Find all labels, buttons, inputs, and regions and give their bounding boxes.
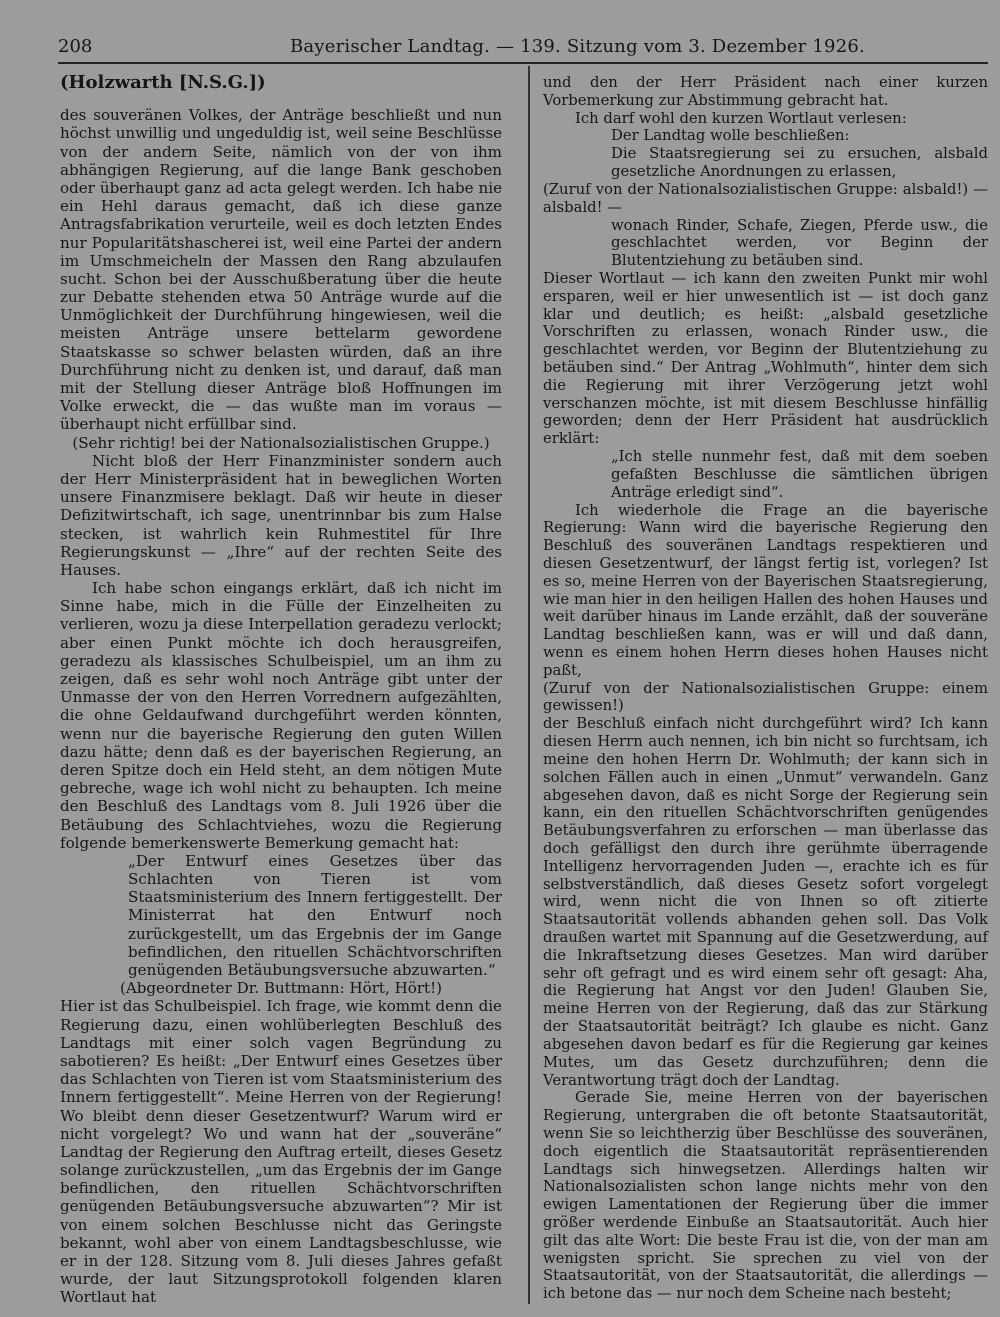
interjection: (Abgeordneter Dr. Buttmann: Hört, Hört!) — [119, 979, 443, 998]
left-column — [60, 74, 502, 1307]
paragraph: der Beschluß einfach nicht durchgeführt wird? Ich kann diesen Herrn auch nennen, ich bin nicht so furchtsam, ich meine den hohen Herrn Dr. Wohlmuth; der kann sich in solchen Fällen auch in einen „Unmut“ verwandeln. Ganz abgesehen davon, daß es nicht Sorge der Regierung sein kann, ein den rituellen Schächtvorschriften genügendes Betäubungsverfahren zu erforschen — man überlasse das doch gefälligst den durch ihre gerühmte überragende Intelligenz hervorragenden Juden —, erachte ich es für selbstverständlich, daß dieses Gesetz sofort vorgelegt wird, wenn nicht die von Ihnen so oft zitierte Staatsautorität vollends abhanden gehen soll. Das Volk draußen wartet mit Spannung auf die Gesetzwerdung, auf die Inkraftsetzung dieses Gesetzes. Man wird darüber sehr oft gefragt und es wird einem sehr oft gesagt: Aha, die Regierung hat Angst vor den Juden! Glauben Sie, meine Herren von der Regierung, daß das zur Stärkung der Staatsautorität beiträgt? Ich glaube es nicht. Ganz abgesehen davon bedarf es für die Regierung gar keines Mutes, um das Gesetz durchzuführen; denn die Verantwortung trägt doch der Landtag. — [543, 715, 988, 1089]
interjection: (Zuruf von der Nationalsozialistischen Gruppe: einem gewissen!) — [543, 679, 988, 715]
paragraph: Ich darf wohl den kurzen Wortlaut verlesen: — [575, 109, 907, 127]
block-quote: „Der Entwurf eines Gesetzes über das Schlachten von Tieren ist vom Staatsministerium des Innern fertiggestellt. Der Ministerrat hat den Entwurf noch zurückgestellt, um das Ergebnis der im Gange befindlichen, den rituellen Schächtvorschriften genügenden Betäubungsversuche abzuwarten.“ — [128, 851, 502, 979]
paragraph: Nicht bloß der Herr Finanzminister sondern auch der Herr Ministerpräsident hat in beweglichen Worten unsere Finanzmisere beklagt. Daß wir heute in dieser Defizitwirtschaft, ich sage, unentrinnbar bis zum Halse stecken, ist wahrlich kein Ruhmestitel für Ihre Regierungskunst — „Ihre“ auf der rechten Seite des Hauses. — [60, 451, 502, 579]
paragraph: des souveränen Volkes, der Anträge beschließt und nun höchst unwillig und ungeduldig ist, weil seine Beschlüsse von der andern Seite, nämlich von der von ihm abhängigen Regierung, auf die lange Bank geschoben oder überhaupt ganz ad acta gelegt werden. Ich habe nie ein Hehl daraus gemacht, daß ich diese ganze Antragsfabrikation verurteile, weil es doch letzten Endes nur Popularitätshascherei ist, weil eine Partei der andern im Umschmeicheln der Massen den Rang abzulaufen sucht. Schon bei der Ausschußberatung über die heute zur Debatte stehenden etwa 50 Anträge wurde auf die Unmöglichkeit der Durchführung hingewiesen, weil die meisten Anträge unsere bettelarm gewordene Staatskasse so schwer belasten würden, daß an ihre Durchführung nicht zu denken ist, und darauf, daß man mit der Stellung dieser Anträge bloß Hoffnungen im Volke erweckt, die — das wußte man im voraus — überhaupt nicht erfüllbar sind. — [60, 106, 502, 434]
speaker-name: (Holzwarth [N.S.G.]) — [60, 72, 266, 93]
right-column — [543, 74, 988, 1303]
interjection: (Sehr richtig! bei der Nationalsozialistischen Gruppe.) — [72, 433, 490, 452]
page-number: 208 — [58, 36, 93, 57]
paragraph: Ich wiederhole die Frage an die bayerische Regierung: Wann wird die bayerische Regierung den Beschluß des souveränen Landtags respektieren und diesen Gesetzentwurf, der längst fertig ist, vorlegen? Ist es so, meine Herren von der Bayerischen Staatsregierung, wie man hier in den heiligen Hallen des hohen Hauses und weit darüber hinaus im Lande erzählt, daß der souveräne Landtag beschließen kann, was er will und daß dann, wenn es einem hohen Herrn dieses hohen Hauses nicht paßt, — [543, 501, 988, 679]
motion-text: wonach Rinder, Schafe, Ziegen, Pferde usw., die geschlachtet werden, vor Beginn der Blutentziehung zu betäuben sind. — [611, 216, 988, 270]
paragraph: Dieser Wortlaut — ich kann den zweiten Punkt mir wohl ersparen, weil er hier unwesentlich ist — ist doch ganz klar und deutlich; es heißt: „alsbald gesetzliche Vorschriften zu erlassen, wonach Rinder usw., die geschlachtet werden, vor Beginn der Blutentziehung zu betäuben sind.“ Der Antrag „Wohlmuth“, hinter dem sich die Regierung mit ihrer Verzögerung jetzt wohl verschanzen möchte, ist mit diesem Beschlusse hinfällig geworden; denn der Herr Präsident hat ausdrücklich erklärt: — [543, 269, 988, 448]
motion-text: Die Staatsregierung sei zu ersuchen, alsbald gesetzliche Anordnungen zu erlassen, — [611, 145, 988, 181]
header-rule — [58, 62, 988, 64]
interjection: (Zuruf von der Nationalsozialistischen Gruppe: alsbald!) — alsbald! — — [543, 180, 988, 216]
block-quote: „Ich stelle nunmehr fest, daß mit dem soeben gefaßten Beschlusse die sämtlichen übrigen Anträge erledigt sind“. — [611, 448, 988, 501]
motion-heading: Der Landtag wolle beschließen: — [611, 127, 850, 145]
page-header — [58, 34, 988, 60]
paragraph: und den der Herr Präsident nach einer kurzen Vorbemerkung zur Abstimmung gebracht hat. — [543, 74, 988, 109]
running-title: Bayerischer Landtag. — 139. Sitzung vom 3. Dezember 1926. — [290, 36, 865, 57]
paragraph: Ich habe schon eingangs erklärt, daß ich nicht im Sinne habe, mich in die Fülle der Einzelheiten zu verlieren, wozu ja diese Interpellation geradezu verlockt; aber einen Punkt möchte ich doch herausgreifen, geradezu als klassisches Schulbeispiel, um an ihm zu zeigen, daß es sehr wohl noch Anträge gibt unter der Unmasse der von den Herren Vorrednern aufgezählten, die ohne Geldaufwand durchgeführt werden könnten, wenn nur die bayerische Regierung den guten Willen dazu hätte; denn daß es der bayerischen Regierung, an deren Spitze doch ein Held steht, an dem nötigen Mute gebreche, wage ich wohl nicht zu behaupten. Ich meine den Beschluß des Landtags vom 8. Juli 1926 über die Betäubung des Schlachtviehes, wozu die Regierung folgende bemerkenswerte Bemerkung gemacht hat: — [60, 579, 502, 852]
paragraph: Hier ist das Schulbeispiel. Ich frage, wie kommt denn die Regierung dazu, einen wohlüberlegten Beschluß des Landtags mit einer solch vagen Begründung zu sabotieren? Es heißt: „Der Entwurf eines Gesetzes über das Schlachten von Tieren ist vom Staatsministerium des Innern fertiggestellt“. Meine Herren von der Regierung! Wo bleibt denn dieser Gesetzentwurf? Warum wird er nicht vorgelegt? Wo und wann hat der „souveräne“ Landtag der Regierung den Auftrag erteilt, dieses Gesetz solange zurückzustellen, „um das Ergebnis der im Gange befindlichen, den rituellen Schächtvorschriften genügenden Betäubungsversuche abzuwarten“? Mir ist von einem solchen Beschlusse nicht das Geringste bekannt, wohl aber von einem Landtagsbeschlusse, wie er in der 128. Sitzung vom 8. Juli dieses Jahres gefaßt wurde, der laut Sitzungsprotokoll folgenden klaren Wortlaut hat — [60, 997, 502, 1307]
column-divider — [528, 66, 530, 1304]
paragraph: Gerade Sie, meine Herren von der bayerischen Regierung, untergraben die oft betonte Staatsautorität, wenn Sie so leichtherzig über Beschlüsse des souveränen, doch eigentlich die Staatsautorität repräsentierenden Landtags sich hinwegsetzen. Allerdings halten wir Nationalsozialisten schon lange nichts mehr von den ewigen Lamentationen der Regierung über die immer größer werdende Einbuße an Staatsautorität. Auch hier gilt das alte Wort: Die beste Frau ist die, von der man am wenigsten spricht. Sie sprechen zu viel von der Staatsautorität, von der Staatsautorität, die allerdings — ich betone das — nur noch dem Scheine nach besteht; — [543, 1089, 988, 1303]
